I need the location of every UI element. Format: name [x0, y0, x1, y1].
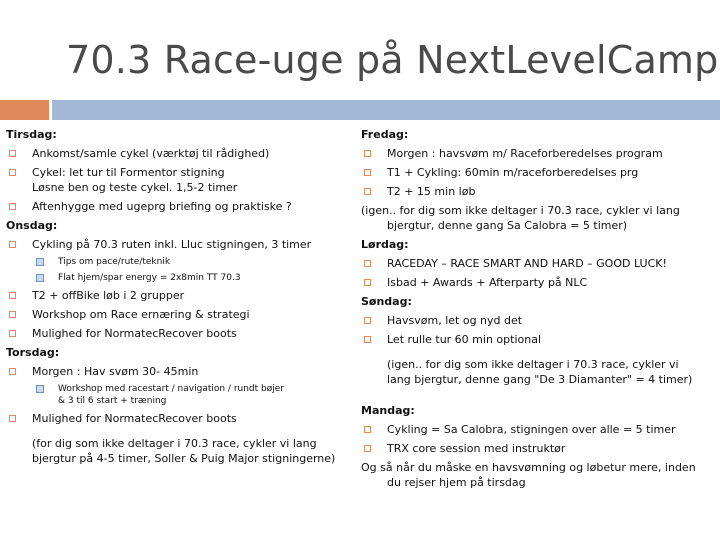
day-header-lordag: Lørdag: [361, 238, 409, 251]
list-item [361, 422, 716, 437]
list-item-text: Aftenhygge med ugeprg briefing og praktiske ? [32, 200, 292, 213]
square-bullet-icon [9, 368, 16, 375]
list-item-text: Morgen : havsvøm m/ Raceforberedelses program [387, 147, 663, 160]
list-item-text: Morgen : Hav svøm 30- 45min [32, 365, 199, 378]
square-bullet-icon [9, 292, 16, 299]
list-item-text: TRX core session med instruktør [387, 442, 566, 455]
note-paragraph [361, 203, 716, 233]
square-bullet-icon [9, 150, 16, 157]
list-item-text-continued: Løsne ben og teste cykel. 1,5-2 timer [32, 181, 238, 194]
day-header-tirsdag: Tirsdag: [6, 128, 57, 141]
right-column [361, 126, 716, 490]
divider-orange-block [0, 100, 49, 120]
note-paragraph [361, 460, 716, 490]
list-item [361, 146, 716, 161]
square-bullet-icon [9, 311, 16, 318]
divider-blue-bar [52, 100, 720, 120]
note-line: du rejser hjem på tirsdag [387, 476, 526, 489]
list-item-text: Cykling på 70.3 ruten inkl. Lluc stigningen, 3 timer [32, 238, 312, 251]
list-item [361, 275, 716, 290]
note-line: bjergtur på 4-5 timer, Soller & Puig Major stigningerne) [32, 452, 336, 465]
day-header-sondag: Søndag: [361, 295, 412, 308]
list-item [6, 411, 356, 426]
list-item [6, 307, 356, 322]
square-bullet-icon [36, 258, 44, 266]
left-column [6, 126, 356, 466]
note-line: Og så når du måske en havsvømning og løbetur mere, inden [361, 461, 696, 474]
day-header-torsdag: Torsdag: [6, 346, 60, 359]
square-bullet-icon [364, 317, 371, 324]
note-line: lang bjergtur, denne gang "De 3 Diamanter" = 4 timer) [387, 373, 693, 386]
list-item [6, 237, 356, 252]
day-header-mandag: Mandag: [361, 404, 415, 417]
list-item-text: Mulighed for NormatecRecover boots [32, 327, 237, 340]
note-line: (igen.. for dig som ikke deltager i 70.3 race, cykler vi lang [361, 204, 680, 217]
list-item [6, 326, 356, 341]
list-item [6, 288, 356, 303]
list-item-text: Ankomst/samle cykel (værktøj til rådighed) [32, 147, 270, 160]
list-item-text: T1 + Cykling: 60min m/raceforberedelses prg [387, 166, 639, 179]
sub-list-item-text-continued: & 3 til 6 start + træning [58, 396, 167, 406]
square-bullet-icon [364, 336, 371, 343]
list-item-text: T2 + 15 min løb [387, 185, 476, 198]
slide-title: 70.3 Race-uge på NextLevelCamp [66, 38, 719, 82]
square-bullet-icon [9, 203, 16, 210]
square-bullet-icon [9, 330, 16, 337]
list-item [6, 364, 356, 379]
list-item-text: Mulighed for NormatecRecover boots [32, 412, 237, 425]
square-bullet-icon [364, 426, 371, 433]
list-item [361, 256, 716, 271]
list-item [361, 165, 716, 180]
header-divider [0, 100, 720, 120]
list-item [361, 332, 716, 347]
list-item-text: Cykel: let tur til Formentor stigning [32, 166, 225, 179]
square-bullet-icon [364, 260, 371, 267]
list-item-text: Workshop om Race ernæring & strategi [32, 308, 250, 321]
note-line: (igen.. for dig som ikke deltager i 70.3 race, cykler vi [387, 358, 679, 371]
day-header-onsdag: Onsdag: [6, 219, 58, 232]
list-item [6, 146, 356, 161]
square-bullet-icon [364, 188, 371, 195]
list-item [6, 199, 356, 214]
sub-list-item-text: Workshop med racestart / navigation / rundt bøjer [58, 384, 284, 394]
square-bullet-icon [9, 415, 16, 422]
sub-list-item [6, 256, 356, 268]
note-paragraph [6, 436, 356, 466]
list-item-text: RACEDAY – RACE SMART AND HARD – GOOD LUCK! [387, 257, 667, 270]
note-paragraph [361, 357, 716, 387]
square-bullet-icon [364, 169, 371, 176]
day-header-fredag: Fredag: [361, 128, 409, 141]
list-item [361, 184, 716, 199]
square-bullet-icon [36, 385, 44, 393]
sub-list-item [6, 272, 356, 284]
square-bullet-icon [9, 241, 16, 248]
list-item-text: Isbad + Awards + Afterparty på NLC [387, 276, 588, 289]
list-item-text: T2 + offBike løb i 2 grupper [32, 289, 185, 302]
square-bullet-icon [36, 274, 44, 282]
list-item [6, 165, 356, 195]
square-bullet-icon [364, 445, 371, 452]
square-bullet-icon [9, 169, 16, 176]
list-item-text: Havsvøm, let og nyd det [387, 314, 523, 327]
square-bullet-icon [364, 279, 371, 286]
sub-list-item-text: Tips om pace/rute/teknik [58, 257, 171, 267]
sub-list-item-text: Flat hjem/spar energy = 2x8min TT 70.3 [58, 273, 241, 283]
list-item [361, 441, 716, 456]
list-item-text: Let rulle tur 60 min optional [387, 333, 541, 346]
note-line: (for dig som ikke deltager i 70.3 race, cykler vi lang [32, 437, 317, 450]
square-bullet-icon [364, 150, 371, 157]
note-line: bjergtur, denne gang Sa Calobra = 5 timer) [387, 219, 628, 232]
sub-list-item [6, 383, 356, 407]
list-item [361, 313, 716, 328]
list-item-text: Cykling = Sa Calobra, stigningen over alle = 5 timer [387, 423, 676, 436]
